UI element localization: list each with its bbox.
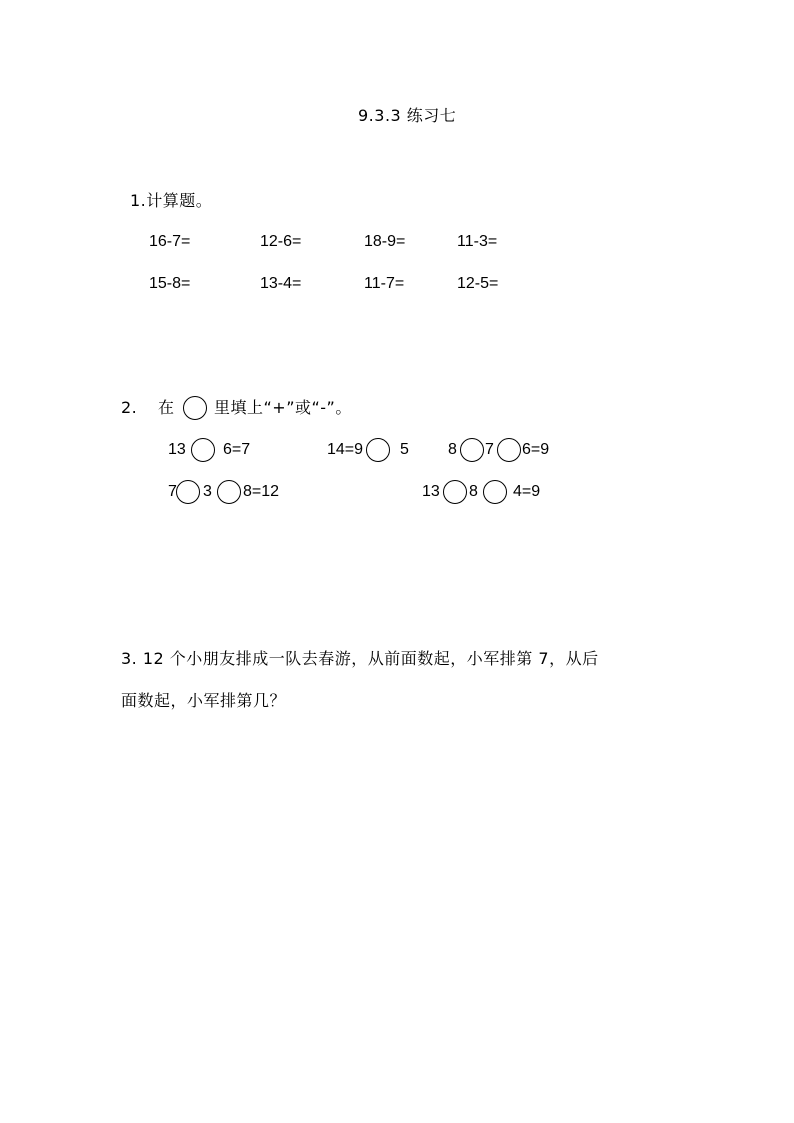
problem-2-5-c: 4=9	[513, 483, 541, 500]
problem-2-3-a: 8	[448, 441, 457, 458]
problem-2-4-c: 8=12	[243, 483, 280, 500]
problem-1-3: 18-9=	[364, 233, 406, 250]
section2-number: 2.	[121, 398, 138, 417]
problem-1-6: 13-4=	[260, 275, 302, 292]
problem-2-2-left: 14=9	[327, 441, 364, 458]
problem-1-2: 12-6=	[260, 233, 302, 250]
answer-circle[interactable]	[191, 438, 215, 462]
page-title: 9.3.3 练习七	[358, 106, 457, 125]
answer-circle[interactable]	[497, 438, 521, 462]
problem-1-7: 11-7=	[364, 275, 405, 292]
problem-2-4-b: 3	[203, 483, 212, 500]
problem-2-3-b: 7	[485, 441, 494, 458]
problem-1-5: 15-8=	[149, 275, 191, 292]
problem-2-5-a: 13	[422, 483, 440, 500]
problem-1-8: 12-5=	[457, 275, 499, 292]
section2-prefix: 在	[158, 398, 175, 417]
section3-line2: 面数起，小军排第几？	[121, 691, 287, 710]
answer-circle[interactable]	[366, 438, 390, 462]
problem-2-5-b: 8	[469, 483, 478, 500]
problem-2-2-right: 5	[400, 441, 409, 458]
answer-circle-example	[183, 396, 207, 420]
problem-2-1-left: 13	[168, 441, 186, 458]
answer-circle[interactable]	[217, 480, 241, 504]
section3-line1: 3. 12 个小朋友排成一队去春游，从前面数起，小军排第 7，从后	[121, 649, 599, 668]
answer-circle[interactable]	[460, 438, 484, 462]
answer-circle[interactable]	[443, 480, 467, 504]
answer-circle[interactable]	[176, 480, 200, 504]
problem-2-4-a: 7	[168, 483, 177, 500]
section1-heading: 1.计算题。	[130, 191, 213, 210]
problem-2-1-right: 6=7	[223, 441, 251, 458]
section2-instruction: 里填上“+”或“-”。	[214, 398, 352, 417]
problem-1-1: 16-7=	[149, 233, 191, 250]
problem-2-3-c: 6=9	[522, 441, 550, 458]
answer-circle[interactable]	[483, 480, 507, 504]
problem-1-4: 11-3=	[457, 233, 498, 250]
